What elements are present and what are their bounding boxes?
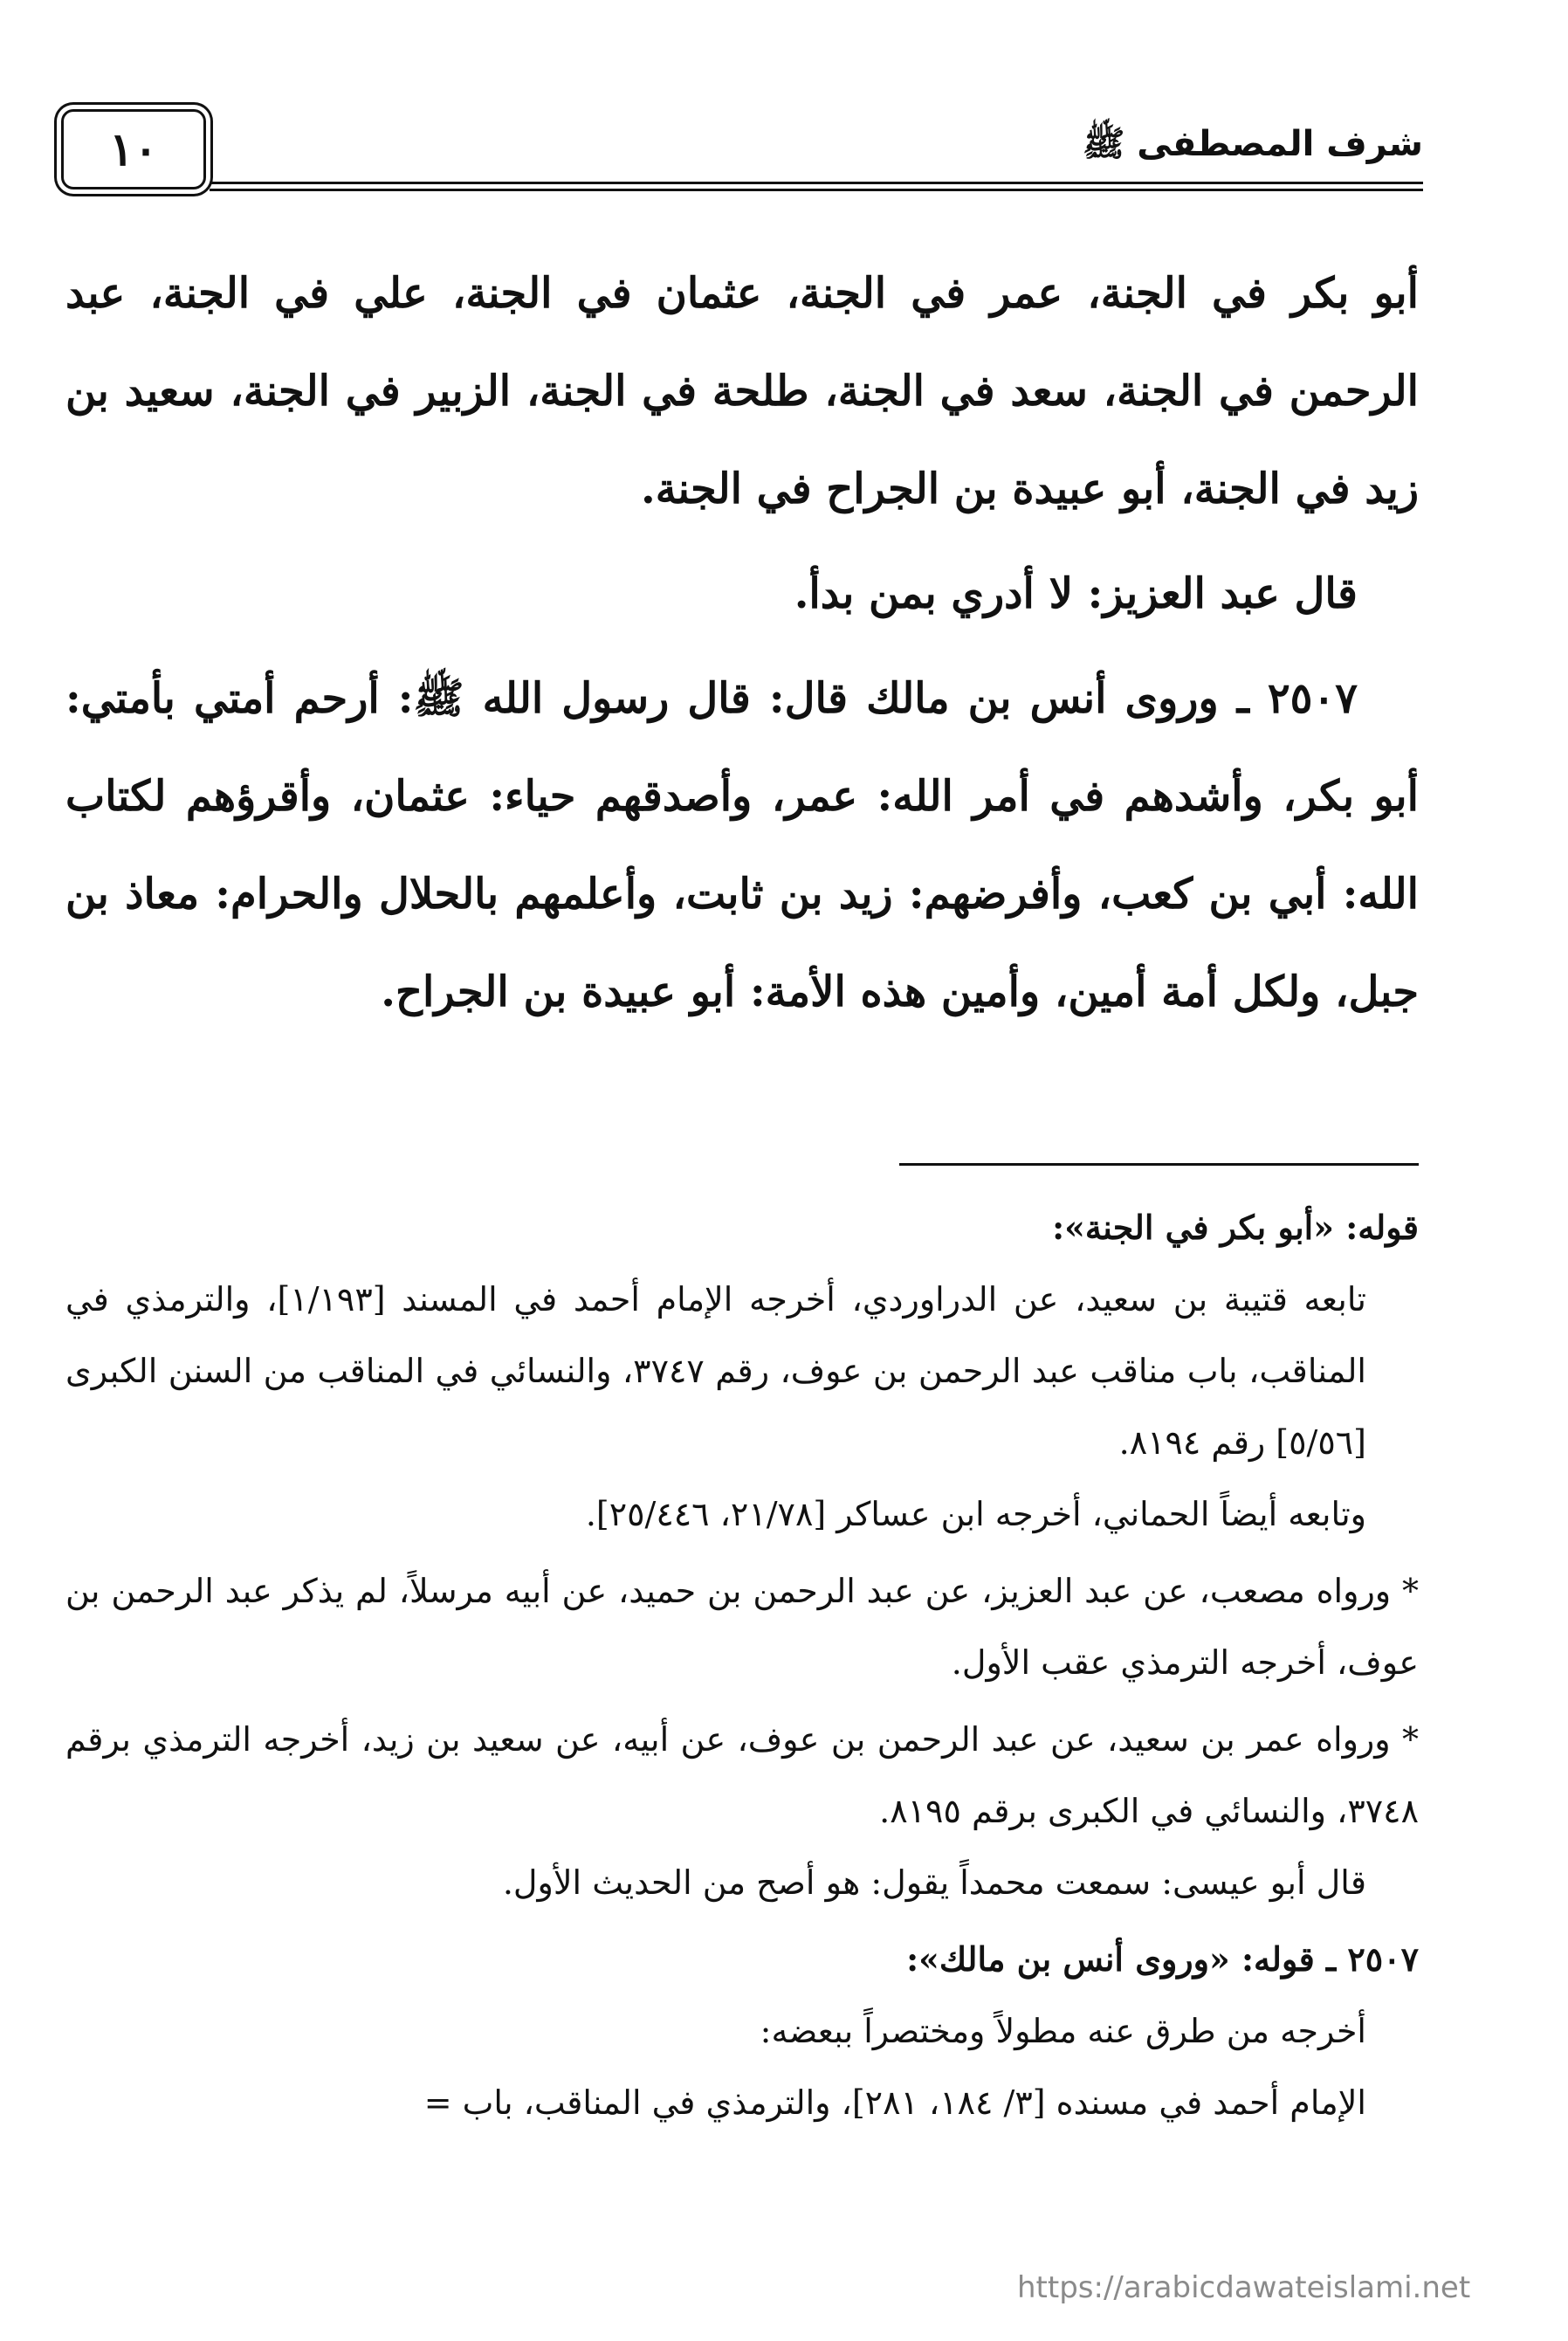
- footnotes: [65, 1192, 1419, 2138]
- footnote-separator: [899, 1163, 1419, 1166]
- note-heading: ٢٥٠٧ ـ قوله: «وروى أنس بن مالك»:: [906, 1939, 1419, 1979]
- page-number: ١٠: [109, 122, 158, 176]
- page-header: [61, 105, 1423, 201]
- book-title: شرف المصطفى ﷺ: [1082, 124, 1423, 164]
- note-text: * ورواه مصعب، عن عبد العزيز، عن عبد الرحمن بن حميد، عن أبيه مرسلاً، لم يذكر عبد الرحمن بن عوف، أخرجه الترمذي عقب الأول.: [65, 1572, 1419, 1682]
- note-text: تابعه قتيبة بن سعيد، عن الدراوردي، أخرجه الإمام أحمد في المسند [١/١٩٣]، والترمذي في المناقب، باب مناقب عبد الرحمن بن عوف، رقم ٣٧٤٧، والنسائي في المناقب من السنن الكبرى [٥/٥٦] رقم ٨١٩٤.: [65, 1280, 1366, 1462]
- main-paragraph: أبو بكر في الجنة، عمر في الجنة، عثمان في الجنة، علي في الجنة، عبد الرحمن في الجنة، سعد في الجنة، طلحة في الجنة، الزبير في الجنة، سعيد بن زيد في الجنة، أبو عبيدة بن الجراح في الجنة.: [65, 269, 1419, 513]
- note-text: الإمام أحمد في مسنده [٣/ ١٨٤، ٢٨١]، والترمذي في المناقب، باب =: [423, 2083, 1366, 2122]
- main-paragraph: قال عبد العزيز: لا أدري بمن بدأ.: [794, 569, 1358, 618]
- header-rule: [210, 189, 1423, 191]
- note-text: وتابعه أيضاً الحماني، أخرجه ابن عساكر [٢١/٧٨، ٢٥/٤٤٦].: [585, 1495, 1366, 1533]
- header-rule: [210, 182, 1423, 184]
- page-number-frame: [61, 109, 206, 189]
- note-text: * ورواه عمر بن سعيد، عن عبد الرحمن بن عوف، عن أبيه، عن سعيد بن زيد، أخرجه الترمذي برقم ٣٧٤٨، والنسائي في الكبرى برقم ٨١٩٥.: [65, 1720, 1419, 1830]
- note-text: قال أبو عيسى: سمعت محمداً يقول: هو أصح من الحديث الأول.: [502, 1863, 1366, 1902]
- watermark-url: https://arabicdawateislami.net: [1017, 2270, 1471, 2305]
- note-text: أخرجه من طرق عنه مطولاً ومختصراً ببعضه:: [760, 2012, 1366, 2050]
- hadith-paragraph: ٢٥٠٧ ـ وروى أنس بن مالك قال: قال رسول الله ﷺ: أرحم أمتي بأمتي: أبو بكر، وأشدهم في أمر الله: عمر، وأصدقهم حياء: عثمان، وأقرؤهم لكتاب الله: أبي بن كعب، وأفرضهم: زيد بن ثابت، وأعلمهم بالحلال والحرام: معاذ بن جبل، ولكل أمة أمين، وأمين هذه الأمة: أبو عبيدة بن الجراح.: [65, 674, 1419, 1016]
- note-heading: قوله: «أبو بكر في الجنة»:: [1052, 1208, 1419, 1247]
- main-text: [65, 244, 1419, 1048]
